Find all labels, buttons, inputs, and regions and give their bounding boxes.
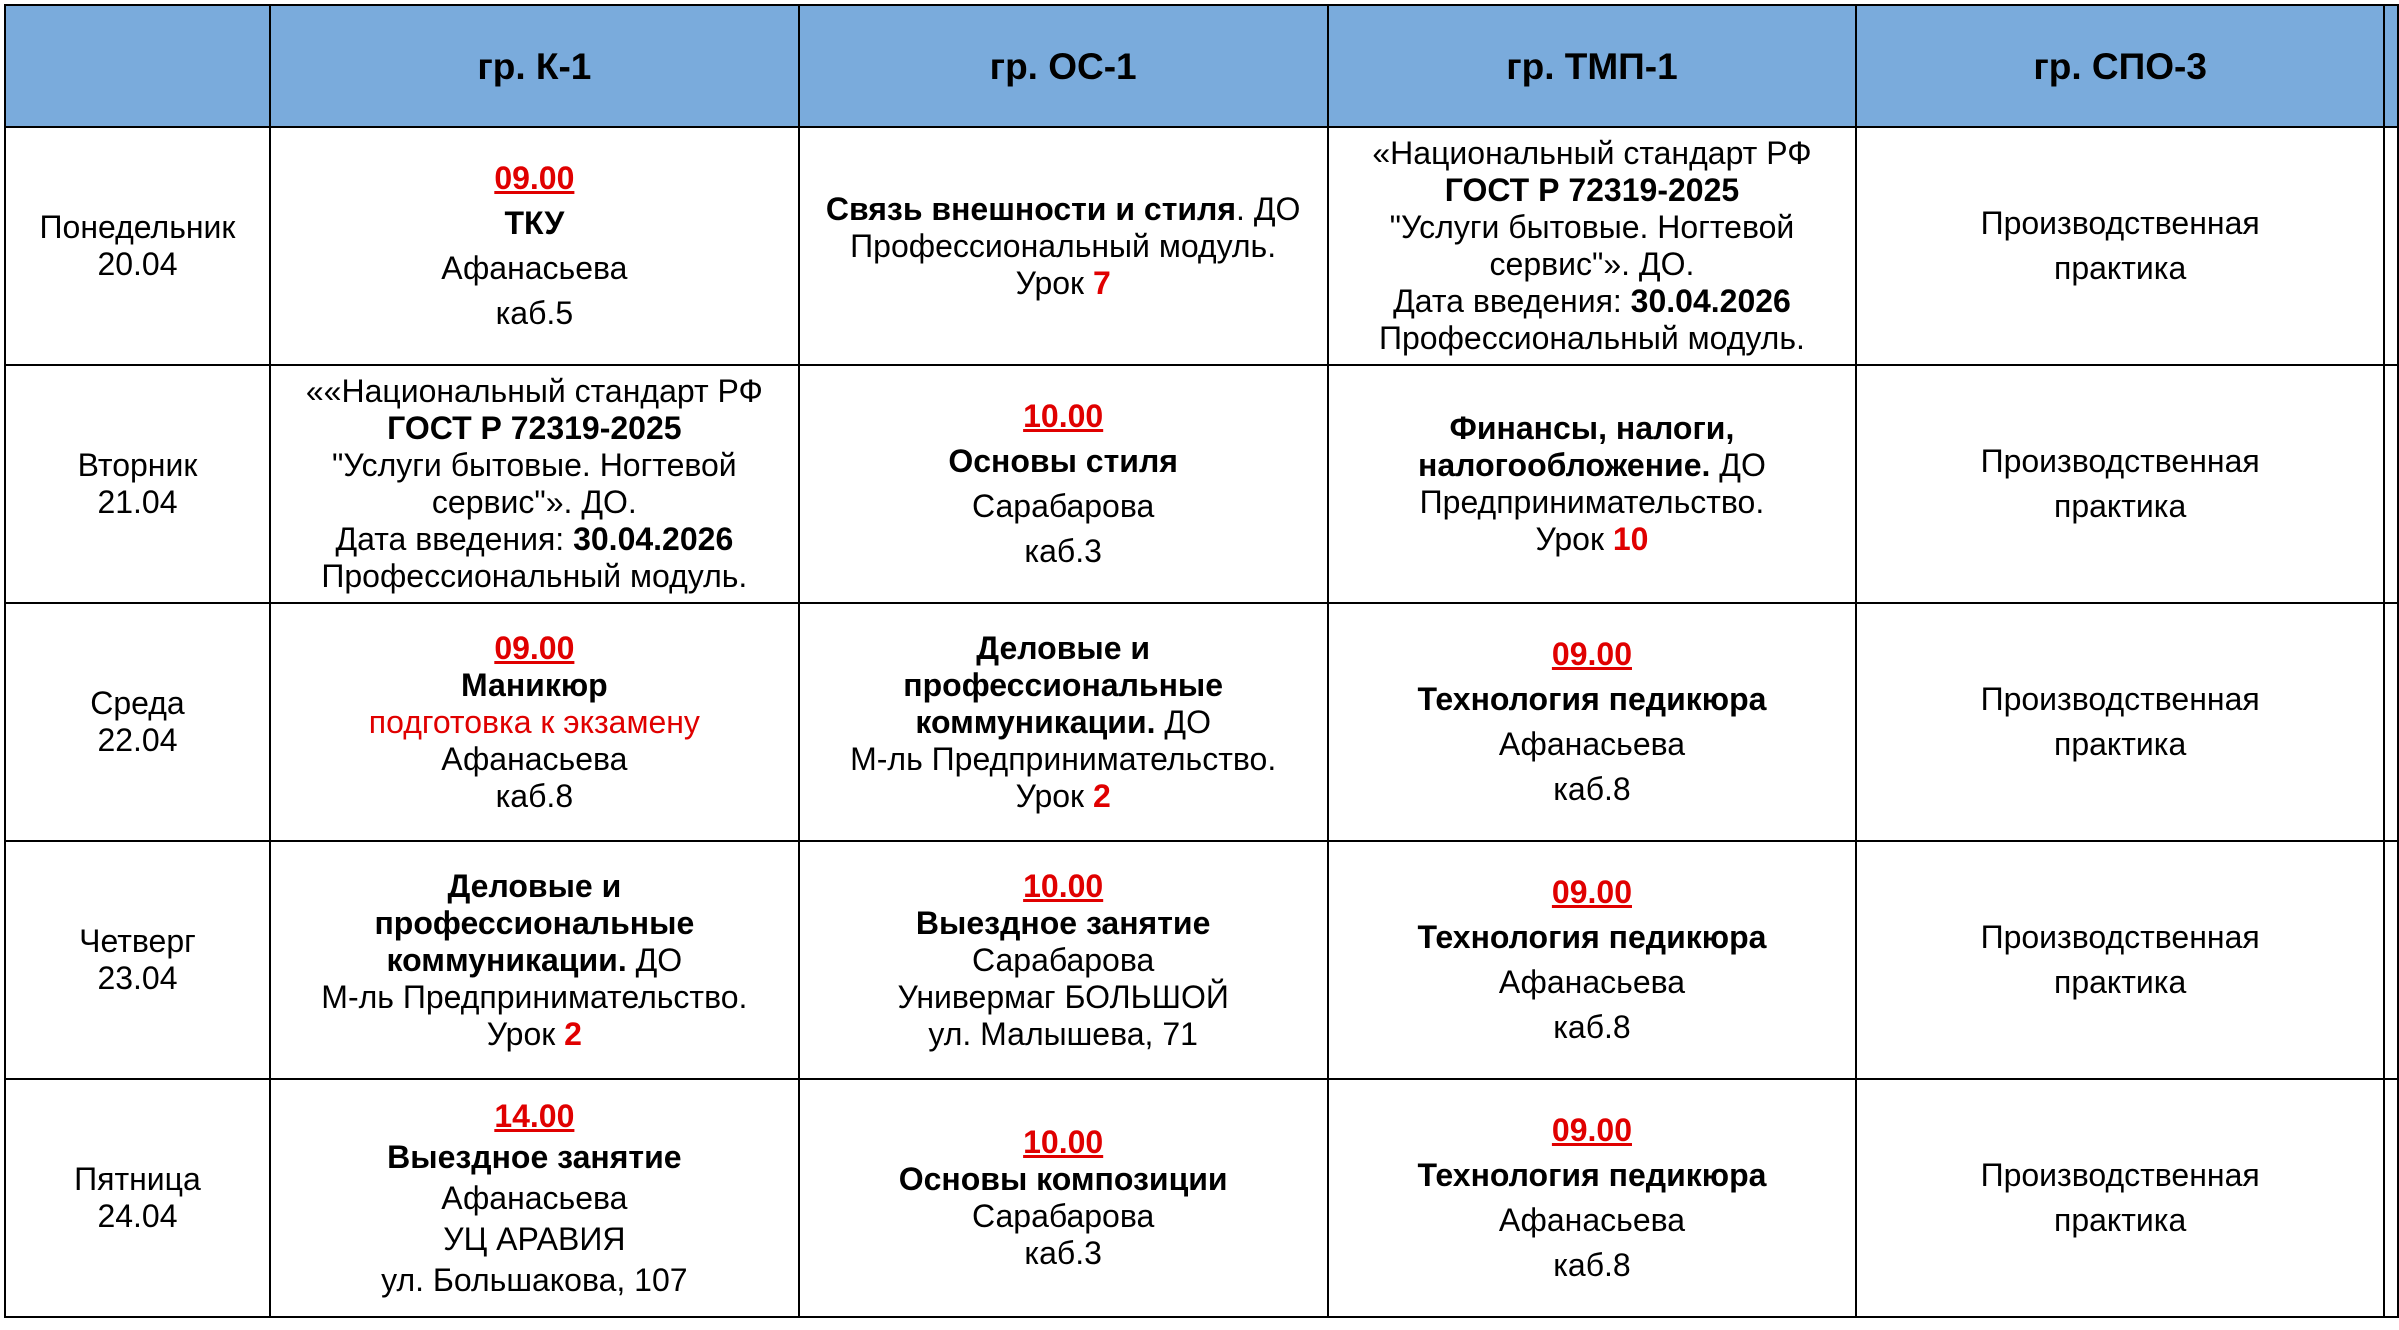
day-row-wednesday: [5, 603, 2398, 841]
day-name: Вторник: [77, 447, 198, 483]
effective-date-label: Дата введения:: [335, 521, 574, 557]
lesson-room: каб.3: [1024, 533, 1102, 569]
day-row-friday: [5, 1079, 2398, 1317]
lesson-time: 10.00: [1023, 398, 1104, 434]
lesson-time: 09.00: [1551, 874, 1632, 910]
lesson-subject: Выездное занятие: [915, 904, 1211, 941]
lesson-module: М-ль Предпринимательство.: [850, 740, 1277, 777]
lesson-cell-os1: [799, 1079, 1328, 1317]
lesson-cell-k1: [270, 603, 799, 841]
lesson-cell-os1: [799, 603, 1328, 841]
group-header-os1: гр. ОС-1: [799, 5, 1328, 127]
header-row: [5, 5, 2398, 127]
edge-cell: [2384, 1079, 2398, 1317]
lesson-subject-cont: налогообложение.: [1418, 447, 1711, 483]
standard-code: ГОСТ Р 72319-2025: [1444, 172, 1740, 208]
day-cell: [5, 603, 270, 841]
lesson-subject: Деловые и: [976, 629, 1151, 666]
lesson-place: УЦ АРАВИЯ: [443, 1220, 626, 1257]
standard-name: "Услуги бытовые. Ногтевой: [332, 447, 737, 483]
lesson-subject: Финансы, налоги,: [1449, 410, 1735, 446]
practice-label: Производственная: [1980, 919, 2260, 955]
lesson-subject-cont: профессиональные: [903, 666, 1224, 703]
lesson-cell-tmp1: [1328, 127, 1857, 365]
lesson-subject: Технология педикюра: [1417, 1157, 1767, 1193]
practice-label-cont: практика: [2053, 250, 2187, 286]
lesson-cell-k1: [270, 365, 799, 603]
practice-label-cont: практика: [2053, 726, 2187, 762]
edge-cell: [2384, 365, 2398, 603]
practice-label-cont: практика: [2053, 1202, 2187, 1238]
lesson-room: каб.3: [1024, 1235, 1102, 1271]
lesson-cell-k1: [270, 127, 799, 365]
day-cell: [5, 1079, 270, 1317]
day-date: 20.04: [97, 246, 178, 282]
practice-label: Производственная: [1980, 681, 2260, 717]
lesson-room: каб.8: [1553, 1247, 1631, 1283]
edge-cell: [2384, 841, 2398, 1079]
lesson-cell-k1: [270, 841, 799, 1079]
lesson-subject: Основы стиля: [948, 443, 1178, 479]
lesson-label: Урок: [1015, 777, 1093, 814]
lesson-cell-tmp1: [1328, 365, 1857, 603]
lesson-subject: Технология педикюра: [1417, 681, 1767, 717]
standard-title: ««Национальный стандарт РФ: [305, 373, 763, 409]
lesson-note: подготовка к экзамену: [368, 703, 700, 740]
lesson-time: 14.00: [494, 1097, 575, 1134]
lesson-subject: Деловые и: [447, 867, 622, 904]
lesson-teacher: Сарабарова: [972, 488, 1155, 524]
edge-cell: [2384, 5, 2398, 127]
standard-name-cont: сервис"». ДО.: [1489, 246, 1695, 282]
day-row-thursday: [5, 841, 2398, 1079]
lesson-room: каб.8: [1553, 771, 1631, 807]
day-name: Пятница: [74, 1161, 201, 1197]
group-header-spo3: гр. СПО-3: [1856, 5, 2384, 127]
day-name: Понедельник: [39, 209, 236, 245]
lesson-room: каб.8: [495, 777, 574, 814]
day-name: Четверг: [79, 923, 196, 959]
lesson-cell-tmp1: [1328, 841, 1857, 1079]
lesson-time: 09.00: [494, 629, 575, 666]
lesson-teacher: Афанасьева: [441, 1179, 628, 1216]
lesson-cell-os1: [799, 841, 1328, 1079]
lesson-subject: ТКУ: [504, 205, 565, 241]
day-date: 21.04: [97, 484, 178, 520]
lesson-address: ул. Малышева, 71: [928, 1015, 1198, 1052]
lesson-teacher: Сарабарова: [972, 1198, 1155, 1234]
group-header-k1: гр. К-1: [270, 5, 799, 127]
lesson-teacher: Сарабарова: [972, 941, 1155, 978]
lesson-cell-spo3: [1856, 365, 2384, 603]
edge-cell: [2384, 127, 2398, 365]
lesson-time: 09.00: [494, 160, 575, 196]
lesson-cell-os1: [799, 127, 1328, 365]
effective-date-label: Дата введения:: [1393, 283, 1631, 319]
day-date: 24.04: [97, 1198, 178, 1234]
lesson-address: ул. Большакова, 107: [381, 1261, 688, 1298]
standard-code: ГОСТ Р 72319-2025: [387, 410, 682, 446]
lesson-cell-k1: [270, 1079, 799, 1317]
lesson-label: Урок: [1015, 264, 1093, 301]
standard-title: «Национальный стандарт РФ: [1372, 135, 1812, 171]
lesson-room: каб.5: [495, 295, 574, 331]
lesson-number: 2: [564, 1015, 582, 1052]
day-cell: [5, 127, 270, 365]
lesson-time: 09.00: [1551, 636, 1632, 672]
day-name: Среда: [90, 685, 185, 721]
lesson-module: Предпринимательство.: [1419, 484, 1765, 520]
lesson-subject: Выездное занятие: [387, 1138, 682, 1175]
lesson-number: 2: [1092, 777, 1111, 814]
practice-label: Производственная: [1980, 205, 2260, 241]
corner-cell: [5, 5, 270, 127]
lesson-cell-os1: [799, 365, 1328, 603]
lesson-subject-cont: коммуникации.: [915, 703, 1156, 740]
lesson-number: 10: [1612, 521, 1649, 557]
group-header-tmp1: гр. ТМП-1: [1328, 5, 1857, 127]
lesson-format: . ДО: [1236, 190, 1301, 227]
lesson-subject-cont: коммуникации.: [386, 941, 627, 978]
edge-cell: [2384, 603, 2398, 841]
effective-date: 30.04.2026: [573, 521, 734, 557]
lesson-room: каб.8: [1553, 1009, 1631, 1045]
schedule-table: [4, 4, 2399, 1318]
lesson-time: 09.00: [1551, 1112, 1632, 1148]
lesson-teacher: Афанасьева: [1498, 726, 1686, 762]
lesson-cell-spo3: [1856, 841, 2384, 1079]
lesson-cell-tmp1: [1328, 603, 1857, 841]
lesson-subject: Маникюр: [460, 666, 608, 703]
lesson-cell-spo3: [1856, 603, 2384, 841]
lesson-format: ДО: [1155, 703, 1211, 740]
lesson-module: Профессиональный модуль.: [850, 227, 1277, 264]
day-date: 22.04: [97, 722, 178, 758]
lesson-teacher: Афанасьева: [441, 250, 628, 286]
effective-date: 30.04.2026: [1630, 283, 1791, 319]
practice-label: Производственная: [1980, 443, 2260, 479]
lesson-subject: Основы композиции: [898, 1161, 1228, 1197]
day-date: 23.04: [97, 960, 178, 996]
lesson-module: Профессиональный модуль.: [1378, 320, 1805, 356]
lesson-label: Урок: [486, 1015, 565, 1052]
lesson-time: 10.00: [1023, 867, 1104, 904]
lesson-cell-spo3: [1856, 127, 2384, 365]
lesson-teacher: Афанасьева: [1498, 1202, 1686, 1238]
lesson-subject-cont: профессиональные: [374, 904, 695, 941]
practice-label-cont: практика: [2053, 964, 2187, 1000]
lesson-place: Универмаг БОЛЬШОЙ: [897, 978, 1229, 1015]
lesson-subject: Технология педикюра: [1417, 919, 1767, 955]
lesson-format: ДО: [626, 941, 683, 978]
standard-name-cont: сервис"». ДО.: [431, 484, 637, 520]
day-cell: [5, 841, 270, 1079]
standard-name: "Услуги бытовые. Ногтевой: [1389, 209, 1795, 245]
practice-label: Производственная: [1980, 1157, 2260, 1193]
practice-label-cont: практика: [2053, 488, 2187, 524]
lesson-cell-spo3: [1856, 1079, 2384, 1317]
lesson-teacher: Афанасьева: [1498, 964, 1686, 1000]
lesson-format: ДО: [1710, 447, 1766, 483]
lesson-number: 7: [1092, 264, 1111, 301]
day-row-tuesday: [5, 365, 2398, 603]
lesson-time: 10.00: [1023, 1124, 1104, 1160]
day-cell: [5, 365, 270, 603]
lesson-subject: Связь внешности и стиля: [825, 190, 1237, 227]
lesson-teacher: Афанасьева: [441, 740, 628, 777]
lesson-module: Профессиональный модуль.: [321, 558, 748, 594]
lesson-module: М-ль Предпринимательство.: [321, 978, 748, 1015]
day-row-monday: [5, 127, 2398, 365]
lesson-cell-tmp1: [1328, 1079, 1857, 1317]
lesson-label: Урок: [1535, 521, 1613, 557]
